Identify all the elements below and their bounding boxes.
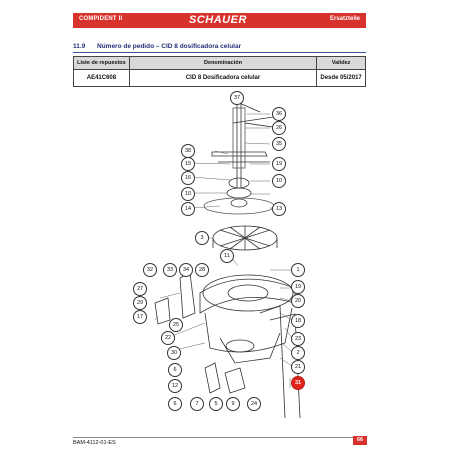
callout-10-right: 10 [272, 174, 286, 188]
callout-32: 32 [143, 263, 157, 277]
callout-15: 15 [181, 157, 195, 171]
callout-9: 9 [226, 397, 240, 411]
callout-38: 38 [181, 144, 195, 158]
order-number-table [73, 56, 366, 87]
callout-16: 16 [181, 171, 195, 185]
callout-29: 29 [133, 296, 147, 310]
callout-6-lower: 6 [168, 397, 182, 411]
callout-5: 5 [209, 397, 223, 411]
cell-validity: Desde 05/2017 [317, 70, 366, 87]
header-section-label: Ersatzteile [329, 16, 360, 22]
callout-13: 13 [272, 202, 286, 216]
section-title: Número de pedido – CID 8 dosificadora celular [97, 43, 242, 50]
callout-7: 7 [190, 397, 204, 411]
callout-19-lower: 19 [291, 280, 305, 294]
section-number: 11.9 [73, 43, 86, 50]
section-heading [73, 43, 366, 53]
callout-6: 6 [168, 363, 182, 377]
callout-17: 17 [133, 310, 147, 324]
page-header [73, 13, 366, 28]
callout-2: 2 [291, 346, 305, 360]
callout-20: 20 [291, 294, 305, 308]
callout-27: 27 [133, 282, 147, 296]
callout-33: 33 [163, 263, 177, 277]
callout-10: 10 [181, 187, 195, 201]
page-number: 66 [353, 436, 367, 445]
cell-part-number: AE41C608 [74, 70, 130, 87]
callout-11: 11 [220, 249, 234, 263]
callout-23: 23 [291, 332, 305, 346]
header-denomination: Denominación [129, 57, 316, 70]
document-id: BAM-4112-01-ES [73, 440, 116, 446]
callout-1: 1 [291, 263, 305, 277]
callout-24: 24 [247, 397, 261, 411]
table-header-row [74, 57, 366, 70]
callout-25: 25 [169, 318, 183, 332]
callout-28: 28 [195, 263, 209, 277]
callout-3: 3 [195, 231, 209, 245]
callout-19: 19 [272, 157, 286, 171]
header-validity: Validez [317, 57, 366, 70]
callout-31-highlighted: 31 [291, 376, 305, 390]
callout-26: 26 [272, 121, 286, 135]
callout-34: 34 [179, 263, 193, 277]
exploded-view-drawing [120, 88, 330, 418]
callout-21: 21 [291, 360, 305, 374]
product-name: COMPIDENT II [79, 16, 123, 22]
schauer-logo: SCHAUER [189, 14, 247, 26]
callout-12: 12 [168, 379, 182, 393]
footer-divider [73, 437, 366, 438]
header-parts-list: Liste de repuestos [74, 57, 130, 70]
callout-22: 22 [161, 331, 175, 345]
cell-denomination: CID 8 Dosificadora celular [129, 70, 316, 87]
callout-37: 37 [230, 91, 244, 105]
table-row [74, 70, 366, 87]
callout-30: 30 [167, 346, 181, 360]
callout-36: 36 [272, 107, 286, 121]
callout-14: 14 [181, 202, 195, 216]
callout-18: 18 [291, 314, 305, 328]
callout-35: 35 [272, 137, 286, 151]
